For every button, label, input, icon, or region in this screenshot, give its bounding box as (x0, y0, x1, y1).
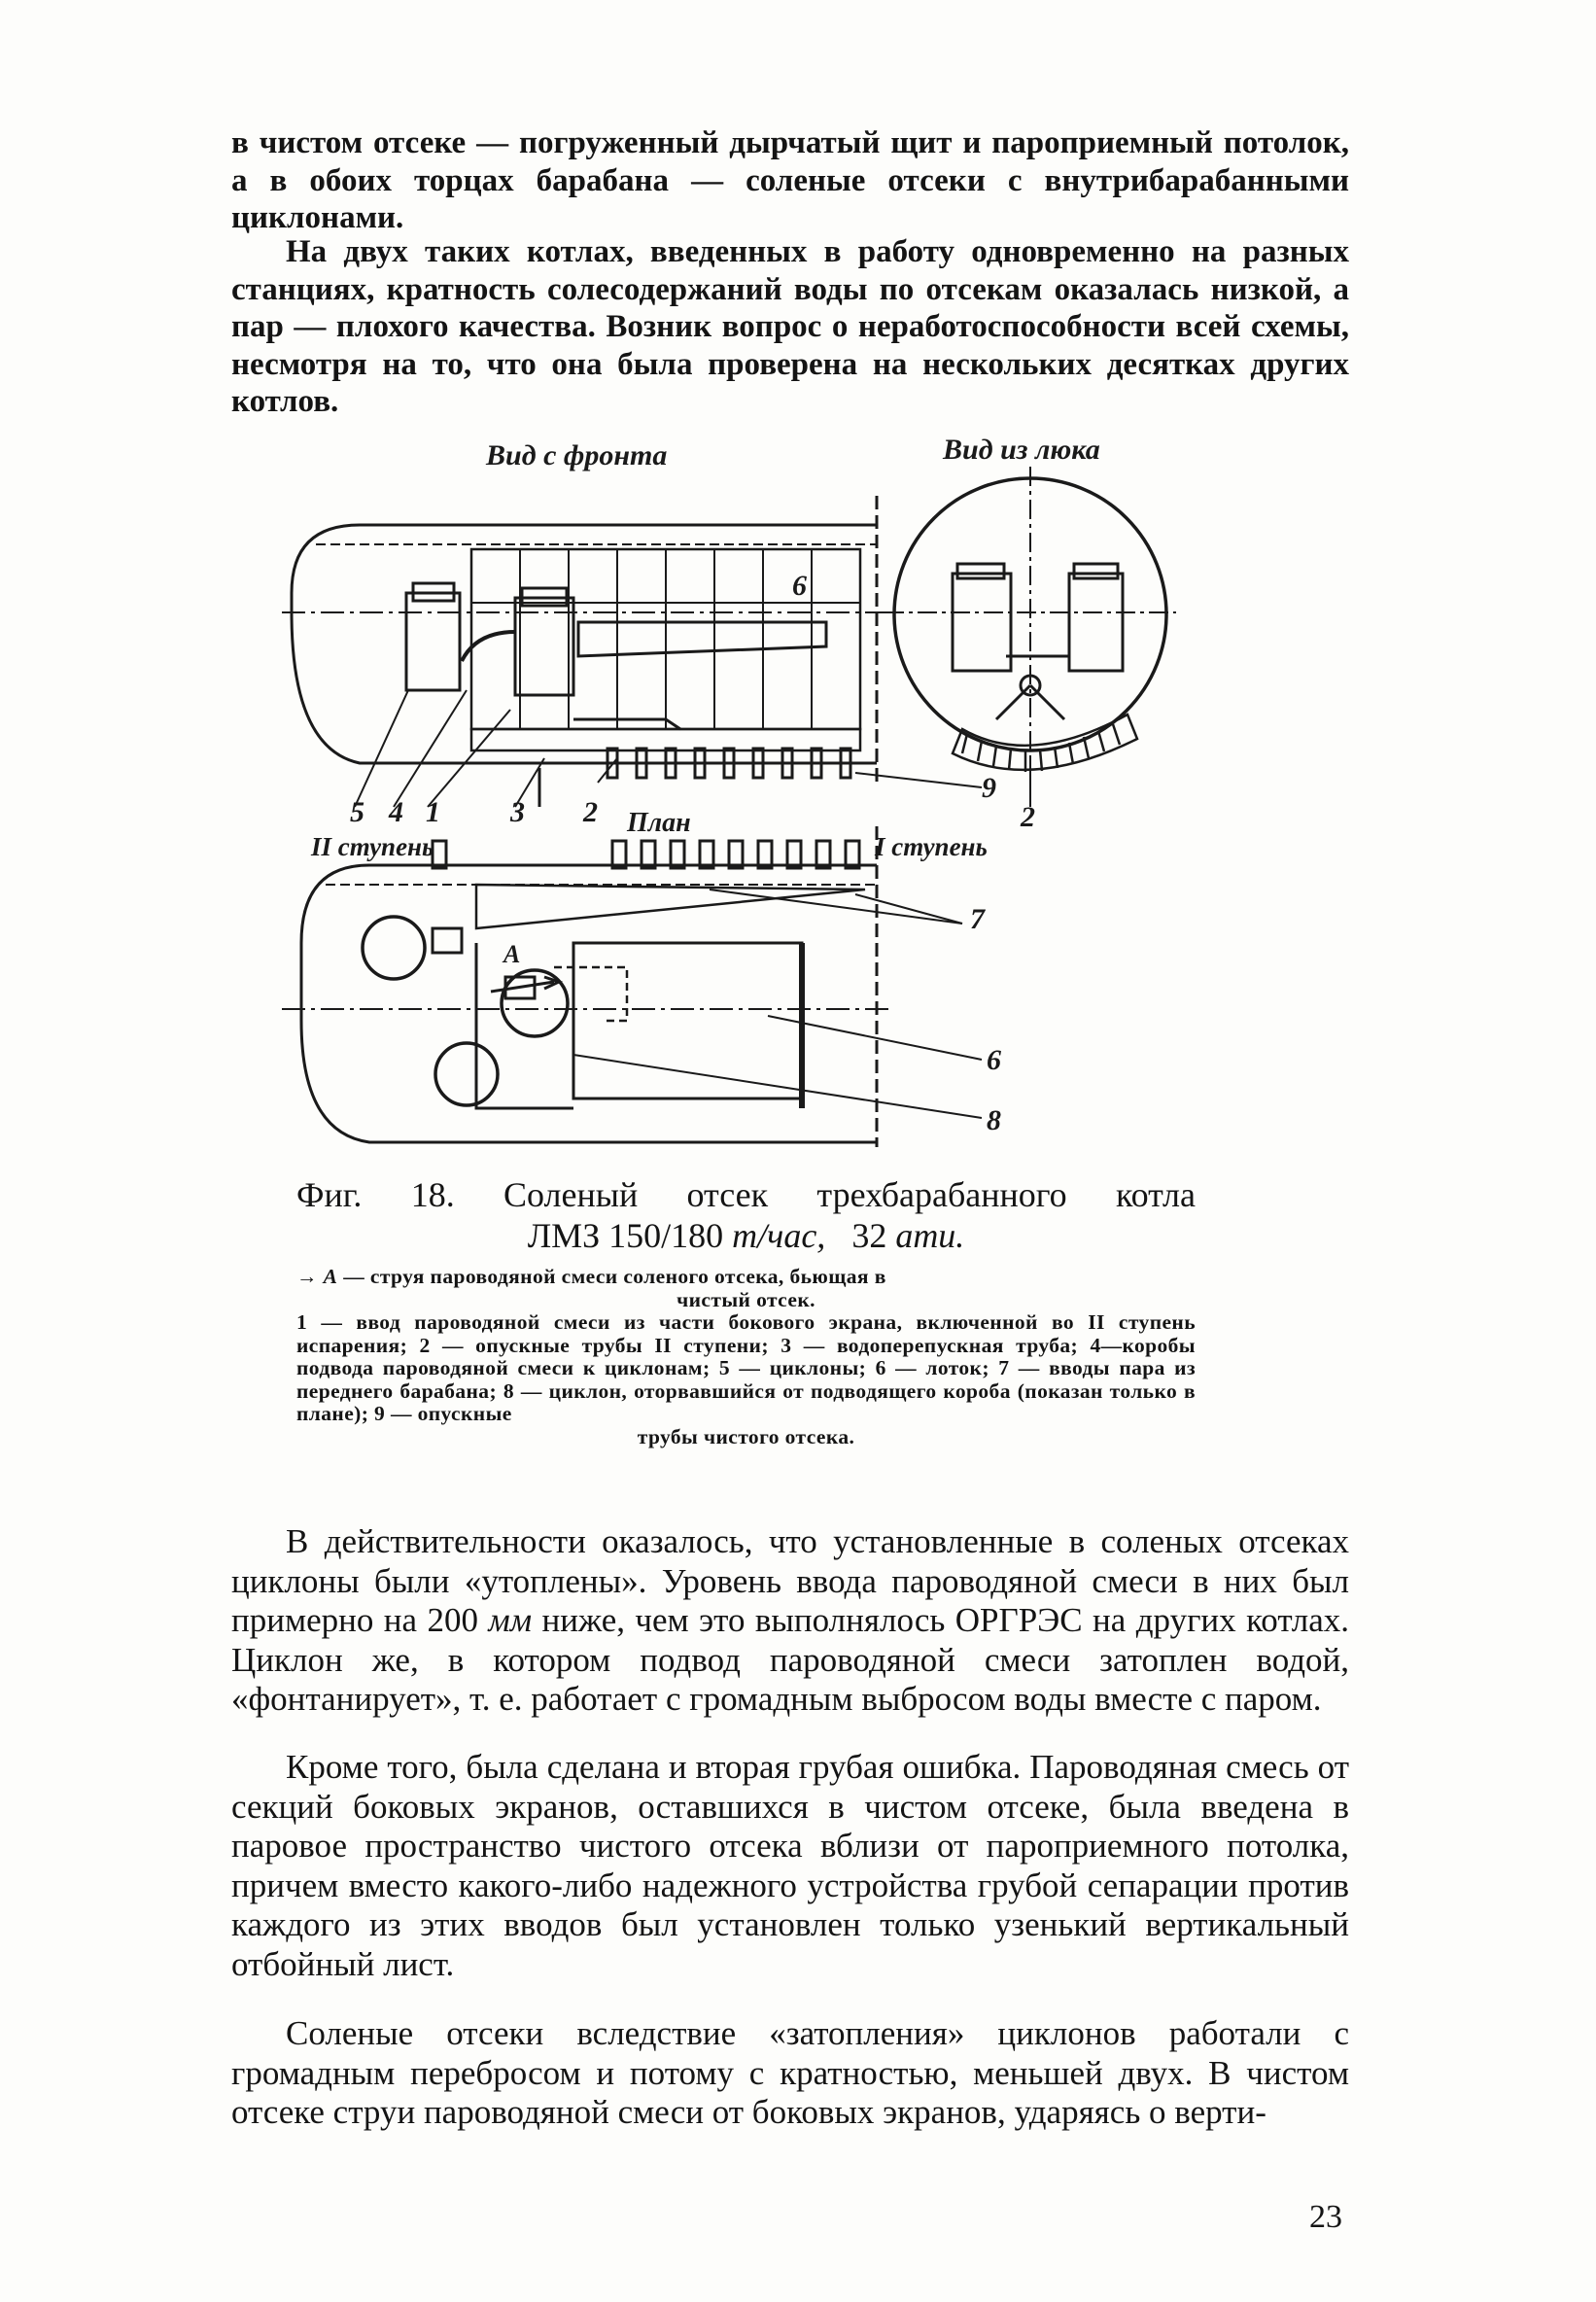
caption-word-3: трехбарабанного (816, 1175, 1067, 1214)
body-paragraph-3: Соленые отсеки вследствие «затопления» циклонов работали с громадным перебросом и потому с кратностью, меньшей двух. В чистом отсеке струи пароводяной смеси от боковых экранов, ударяясь о верти- (231, 2014, 1349, 2131)
label-6-plan: 6 (987, 1044, 1001, 1076)
front-drum-outline (292, 525, 877, 763)
body-paragraph-2: Кроме того, была сделана и вторая грубая ошибка. Пароводяная смесь от секций боковых экранов, оставшихся в чистом отсеке, была введена в паровое пространство чистого отсека вблизи от пароприемного потолка, причем вместо какого-либо надежного устройства грубой сепарации против каждого из этих вводов был установлен только узенький вертикальный отбойный лист. (231, 1748, 1349, 1983)
caption-word-4: котла (1115, 1175, 1196, 1214)
caption-unit: т/час, (732, 1216, 826, 1255)
figure-18-drawing (282, 437, 1205, 1147)
label-8: 8 (987, 1104, 1001, 1136)
caption-pressure: 32 (851, 1216, 887, 1255)
caption-word-2: отсек (686, 1175, 769, 1214)
body-p1-part-b: ниже, чем это выполнялось ОРГРЭС на других котлах. Циклон же, в котором подвод пароводяной смеси затоплен водой, «фонтанирует», т. е. работает с громадным выбросом воды вместе с паром. (231, 1601, 1350, 1718)
label-6-front: 6 (792, 570, 807, 602)
label-view-hatch: Вид из люка (943, 437, 1100, 466)
label-plan: План (627, 808, 691, 838)
label-view-front: Вид с фронта (486, 439, 668, 471)
legend-a-text: — струя пароводяной смеси соленого отсека, бьющая в (343, 1265, 886, 1288)
legend-a-text-2: чистый отсек. (677, 1287, 815, 1311)
label-9: 9 (982, 772, 996, 804)
body-p1-part-a: В действительности оказалось, что установленные в соленых отсеках циклоны были «утоплены». Уровень ввода пароводяной смеси в них был примерно на 200 (231, 1522, 1349, 1639)
legend-body: 1 — ввод пароводяной смеси из части бокового экрана, включенной во II ступень испарения; 2 — опускные трубы II ступени; 3 — водоперепускная труба; 4—коробы подвода пароводяной смеси к циклонам; 5 — циклоны; 6 — лоток; 7 — вводы пара из переднего барабана; 8 — циклон, оторвавшийся от подводящего короба (показан только в плане); 9 — опускные (296, 1310, 1196, 1425)
label-2: 2 (583, 796, 598, 828)
label-7: 7 (970, 903, 985, 935)
plan-drum-outline (301, 865, 877, 1142)
intro-paragraph-2: На двух таких котлах, введенных в работу одновременно на разных станциях, кратность солесодержаний воды по отсекам оказалась низкой, а пар — плохого качества. Возник вопрос о неработоспособности всей схемы, несмотря на то, что она была проверена на нескольких десятках других котлов. (231, 234, 1349, 419)
caption-word-1: Соленый (503, 1175, 639, 1214)
legend-arrow-a: → А (296, 1265, 338, 1288)
body-paragraph-1 (231, 1522, 1349, 1720)
label-4: 4 (389, 796, 403, 828)
caption-number: 18. (410, 1175, 455, 1214)
caption-fig-word: Фиг. (296, 1175, 363, 1214)
label-1: 1 (426, 796, 440, 828)
legend-last-line: трубы чистого отсека. (637, 1424, 855, 1448)
figure-legend (296, 1266, 1196, 1448)
figure-caption (296, 1174, 1196, 1256)
caption-model: ЛМЗ 150/180 (527, 1216, 724, 1255)
label-a: A (503, 940, 521, 968)
label-2-hatch: 2 (1021, 801, 1035, 833)
label-stage-2: II ступень (311, 832, 434, 861)
label-5: 5 (350, 796, 364, 828)
label-stage-1: I ступень (875, 832, 988, 861)
intro-paragraph-1: в чистом отсеке — погруженный дырчатый щит и пароприемный потолок, а в обоих торцах барабана — соленые отсеки с внутрибарабанными циклонами. (231, 125, 1349, 235)
body-p1-unit: мм (488, 1601, 533, 1639)
caption-pressure-unit: ати. (895, 1216, 965, 1255)
label-3: 3 (510, 796, 525, 828)
page-number: 23 (1309, 2199, 1342, 2235)
